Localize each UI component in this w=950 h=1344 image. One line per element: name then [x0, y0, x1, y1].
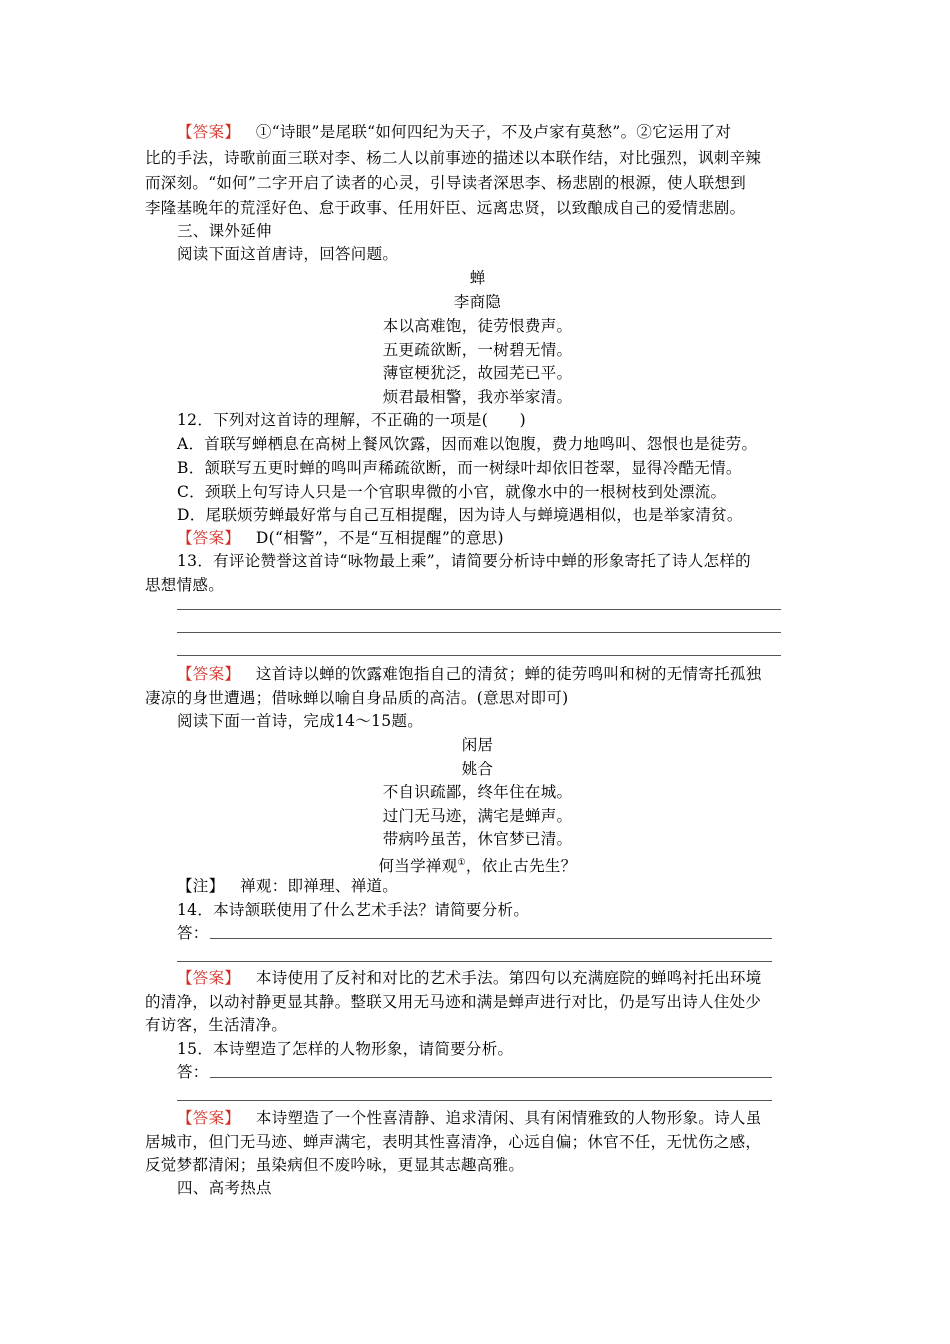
answer-blank-line: [177, 609, 781, 610]
poem-line: 五更疏欲断，一树碧无情。: [382, 341, 573, 359]
poem-line: 本以高难饱，徒劳恨费声。: [382, 317, 573, 335]
poem-author: 李商隐: [453, 293, 502, 311]
answer-text: 比的手法，诗歌前面三联对李、杨二人以前事迹的描述以本联作结，对比强烈，讽刺辛辣: [145, 149, 762, 167]
choice-option: A．首联写蝉栖息在高树上餐风饮露，因而难以饱腹，费力地鸣叫、怨恨也是徒劳。: [177, 435, 758, 453]
answer-text: 凄凉的身世遭遇；借咏蝉以喻自身品质的高洁。(意思对即可): [145, 689, 569, 707]
reading-instruction: 阅读下面一首诗，完成14～15题。: [177, 712, 424, 730]
answer-line: [177, 966, 842, 990]
answer-text: 这首诗以蝉的饮露难饱指自己的清贫；蝉的徒劳鸣叫和树的无情寄托孤独: [255, 665, 762, 683]
answer-text: 居城市，但门无马迹、蝉声满宅，表明其性喜清净，心远自偏；休官不任，无忧伤之感，: [145, 1133, 762, 1151]
answer-tag: 【答案】: [177, 123, 241, 141]
answer-tag: 【答案】: [177, 1109, 241, 1127]
answer-label: 答：: [177, 1063, 209, 1081]
answer-tag: 【答案】: [177, 665, 241, 683]
question-stem: 13．有评论赞誉这首诗“咏物最上乘”，请简要分析诗中蝉的形象寄托了诗人怎样的: [177, 552, 751, 570]
section-heading: 三、课外延伸: [177, 222, 272, 240]
answer-text: 而深刻。“如何”二字开启了读者的心灵，引导读者深思李、杨悲剧的根源，使人联想到: [145, 174, 747, 192]
answer-line: [177, 662, 842, 686]
reading-instruction: 阅读下面这首唐诗，回答问题。: [177, 245, 399, 263]
question-stem: 15．本诗塑造了怎样的人物形象，请简要分析。: [177, 1040, 514, 1058]
answer-text: ①“诗眼”是尾联“如何四纪为天子，不及卢家有莫愁”。②它运用了对: [255, 123, 732, 141]
answer-label: 答：: [177, 924, 209, 942]
poem-title: 蝉: [469, 269, 486, 287]
answer-blank-line: [177, 632, 781, 633]
answer-text: 反觉梦都清闲；虽染病但不废吟咏，更显其志趣高雅。: [145, 1156, 525, 1174]
note-tag: 【注】: [177, 877, 225, 895]
answer-text: 本诗塑造了一个性喜清静、追求清闲、具有闲情雅致的人物形象。诗人虽: [255, 1109, 762, 1127]
answer-text: 李隆基晚年的荒淫好色、怠于政事、任用奸臣、远离忠贤，以致酿成自己的爱情悲剧。: [145, 199, 746, 217]
section-heading: 四、高考热点: [177, 1179, 272, 1197]
choice-option: B．颔联写五更时蝉的鸣叫声稀疏欲断，而一树绿叶却依旧苍翠，显得冷酷无情。: [177, 459, 742, 477]
poem-line-text: ，依止古先生？: [465, 857, 577, 876]
poem-line: 带病吟虽苦，休官梦已清。: [382, 830, 573, 848]
answer-tag: 【答案】: [177, 969, 241, 987]
note-text: 禅观：即禅理、禅道。: [240, 877, 399, 895]
question-stem: 14．本诗颔联使用了什么艺术手法？请简要分析。: [177, 901, 530, 919]
answer-blank-line: [177, 961, 772, 962]
answer-line: [177, 1106, 842, 1130]
poem-line: 过门无马迹，满宅是蝉声。: [382, 807, 573, 825]
answer-text: 的清净，以动衬静更显其静。整联又用无马迹和满是蝉声进行对比，仍是写出诗人住处少: [145, 993, 762, 1011]
answer-blank-line: [210, 938, 772, 939]
question-stem: 思想情感。: [145, 576, 225, 594]
choice-option: C．颈联上句写诗人只是一个官职卑微的小官，就像水中的一根树枝到处漂流。: [177, 483, 727, 501]
answer-text: D(“相警”，不是“互相提醒”的意思): [255, 529, 504, 547]
poem-line-text: 何当学禅观: [378, 857, 458, 876]
answer-line: [177, 526, 842, 550]
answer-blank-line: [177, 655, 781, 656]
footnote-marker: ①: [457, 858, 466, 868]
answer-blank-line: [210, 1077, 772, 1078]
poem-line: 不自识疏鄙，终年住在城。: [382, 783, 573, 801]
poem-line: 烦君最相警，我亦举家清。: [382, 388, 573, 406]
answer-text: 本诗使用了反衬和对比的艺术手法。第四句以充满庭院的蝉鸣衬托出环境: [255, 969, 762, 987]
poem-title: 闲居: [461, 736, 494, 754]
poem-author: 姚合: [461, 760, 494, 778]
answer-tag: 【答案】: [177, 529, 241, 547]
poem-line: 薄宦梗犹泛，故园芜已平。: [382, 364, 573, 382]
answer-line: [177, 120, 842, 144]
note-line: [177, 874, 842, 898]
answer-text: 有访客，生活清净。: [145, 1016, 288, 1034]
choice-option: D．尾联烦劳蝉最好常与自己互相提醒，因为诗人与蝉境遇相似，也是举家清贫。: [177, 506, 743, 524]
answer-blank-line: [177, 1100, 772, 1101]
question-stem: 12．下列对这首诗的理解，不正确的一项是( ): [177, 411, 527, 429]
